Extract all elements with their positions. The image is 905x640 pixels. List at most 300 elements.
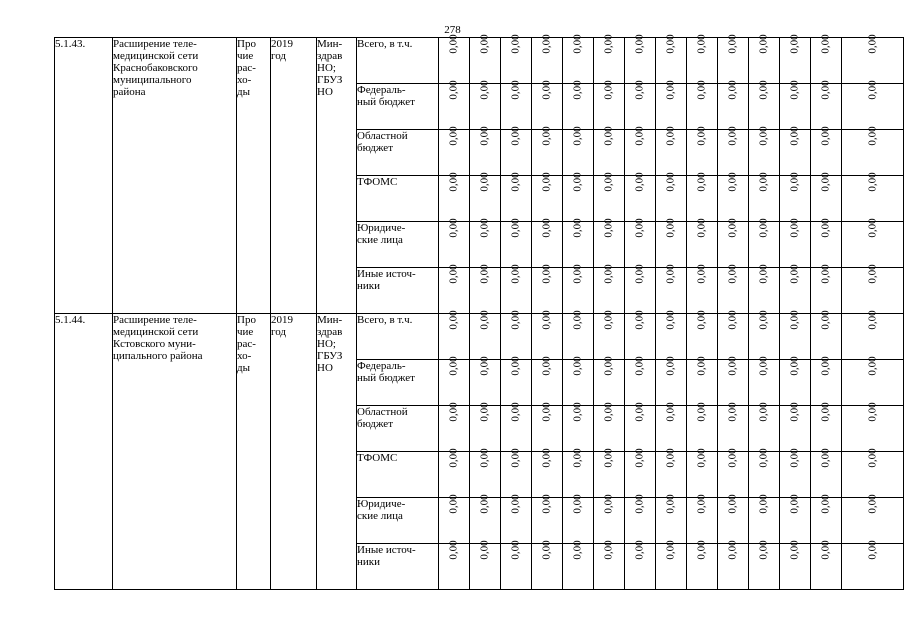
value-cell: [749, 34, 780, 84]
measure-name-cell: Расширение теле- медицинской сети Кстовского муни- ципального района: [113, 314, 237, 590]
value-text: 0,00: [789, 218, 801, 238]
value-text: 0,00: [665, 264, 677, 284]
value-text: 0,00: [541, 264, 553, 284]
value-cell: [718, 448, 749, 498]
value-cell: [656, 264, 687, 314]
value-text: 0,00: [479, 310, 491, 330]
value-cell: [439, 264, 470, 314]
value-text: 0,00: [448, 494, 460, 514]
value-cell: [842, 494, 904, 544]
value-cell: [718, 540, 749, 590]
value-text: 0,00: [758, 218, 770, 238]
measure-name-cell: Расширение теле- медицинской сети Краснобаковского муниципального района: [113, 38, 237, 314]
value-cell: [594, 34, 625, 84]
value-cell: [594, 264, 625, 314]
value-cell: [532, 218, 563, 268]
value-text: 0,00: [541, 402, 553, 422]
value-text: 0,00: [448, 448, 460, 468]
value-cell: [687, 126, 718, 176]
value-cell: [501, 264, 532, 314]
value-text: 0,00: [479, 356, 491, 376]
value-text: 0,00: [572, 356, 584, 376]
value-text: 0,00: [665, 448, 677, 468]
value-text: 0,00: [789, 356, 801, 376]
value-text: 0,00: [572, 448, 584, 468]
value-cell: [439, 402, 470, 452]
value-cell: [656, 356, 687, 406]
value-text: 0,00: [603, 356, 615, 376]
value-text: 0,00: [479, 172, 491, 192]
value-text: 0,00: [572, 264, 584, 284]
value-cell: [656, 218, 687, 268]
value-cell: [811, 264, 842, 314]
value-text: 0,00: [866, 540, 879, 560]
value-text: 0,00: [696, 448, 708, 468]
value-cell: [532, 80, 563, 130]
value-cell: [470, 34, 501, 84]
value-cell: [718, 172, 749, 222]
value-text: 0,00: [665, 172, 677, 192]
value-cell: [749, 540, 780, 590]
value-cell: [439, 356, 470, 406]
value-cell: [594, 310, 625, 360]
value-text: 0,00: [479, 264, 491, 284]
value-text: 0,00: [572, 218, 584, 238]
value-text: 0,00: [603, 34, 615, 54]
value-text: 0,00: [572, 80, 584, 100]
value-cell: [439, 218, 470, 268]
value-cell: [718, 356, 749, 406]
value-text: 0,00: [789, 126, 801, 146]
cost-type-cell: Про чие рас- хо- ды: [237, 38, 271, 314]
value-text: 0,00: [789, 264, 801, 284]
value-text: 0,00: [479, 402, 491, 422]
value-text: 0,00: [572, 540, 584, 560]
value-cell: [532, 356, 563, 406]
value-cell: [501, 80, 532, 130]
value-cell: [625, 264, 656, 314]
year-cell: 2019 год: [271, 38, 317, 314]
value-cell: [594, 126, 625, 176]
value-text: 0,00: [758, 540, 770, 560]
value-text: 0,00: [696, 356, 708, 376]
funding-source-cell: Областной бюджет: [357, 406, 439, 452]
value-text: 0,00: [758, 356, 770, 376]
value-text: 0,00: [665, 310, 677, 330]
value-cell: [594, 448, 625, 498]
value-text: 0,00: [634, 264, 646, 284]
value-cell: [470, 356, 501, 406]
value-text: 0,00: [634, 34, 646, 54]
table-row: [55, 314, 904, 360]
value-cell: [811, 126, 842, 176]
value-text: 0,00: [603, 448, 615, 468]
value-text: 0,00: [866, 264, 879, 284]
funding-source-cell: Федераль- ный бюджет: [357, 360, 439, 406]
funding-source-cell: Юридиче- ские лица: [357, 222, 439, 268]
value-text: 0,00: [479, 80, 491, 100]
value-text: 0,00: [634, 218, 646, 238]
value-cell: [532, 540, 563, 590]
value-cell: [501, 448, 532, 498]
value-cell: [687, 218, 718, 268]
value-text: 0,00: [572, 126, 584, 146]
value-cell: [687, 540, 718, 590]
value-cell: [842, 218, 904, 268]
value-text: 0,00: [510, 540, 522, 560]
value-cell: [718, 310, 749, 360]
value-cell: [780, 310, 811, 360]
value-cell: [780, 402, 811, 452]
value-text: 0,00: [789, 34, 801, 54]
value-cell: [718, 218, 749, 268]
value-cell: [563, 172, 594, 222]
value-text: 0,00: [866, 494, 879, 514]
value-cell: [718, 80, 749, 130]
value-text: 0,00: [603, 402, 615, 422]
value-cell: [501, 540, 532, 590]
value-text: 0,00: [510, 356, 522, 376]
value-text: 0,00: [665, 34, 677, 54]
executor-cell: Мин- здрав НО; ГБУЗ НО: [317, 314, 357, 590]
value-text: 0,00: [727, 494, 739, 514]
value-cell: [842, 448, 904, 498]
funding-source-cell: ТФОМС: [357, 452, 439, 498]
value-cell: [811, 80, 842, 130]
value-cell: [780, 80, 811, 130]
value-text: 0,00: [820, 126, 832, 146]
value-text: 0,00: [696, 218, 708, 238]
value-text: 0,00: [727, 80, 739, 100]
value-cell: [656, 494, 687, 544]
value-cell: [842, 172, 904, 222]
value-cell: [501, 310, 532, 360]
value-text: 0,00: [758, 448, 770, 468]
funding-source-cell: ТФОМС: [357, 176, 439, 222]
value-cell: [563, 356, 594, 406]
funding-source-cell: Иные источ- ники: [357, 268, 439, 314]
value-text: 0,00: [727, 540, 739, 560]
value-cell: [470, 402, 501, 452]
value-text: 0,00: [634, 310, 646, 330]
value-cell: [625, 34, 656, 84]
value-text: 0,00: [572, 402, 584, 422]
value-text: 0,00: [510, 34, 522, 54]
value-text: 0,00: [510, 310, 522, 330]
value-cell: [439, 172, 470, 222]
value-cell: [811, 310, 842, 360]
value-text: 0,00: [479, 494, 491, 514]
value-text: 0,00: [727, 218, 739, 238]
value-text: 0,00: [696, 172, 708, 192]
value-cell: [625, 448, 656, 498]
value-cell: [656, 540, 687, 590]
value-text: 0,00: [665, 218, 677, 238]
value-text: 0,00: [541, 172, 553, 192]
value-cell: [718, 34, 749, 84]
value-text: 0,00: [572, 172, 584, 192]
value-cell: [687, 448, 718, 498]
value-cell: [842, 310, 904, 360]
value-text: 0,00: [510, 126, 522, 146]
value-cell: [439, 126, 470, 176]
funding-source-cell: Областной бюджет: [357, 130, 439, 176]
value-text: 0,00: [696, 34, 708, 54]
value-cell: [439, 34, 470, 84]
value-text: 0,00: [448, 540, 460, 560]
value-text: 0,00: [572, 34, 584, 54]
value-text: 0,00: [820, 172, 832, 192]
value-cell: [811, 218, 842, 268]
value-cell: [532, 402, 563, 452]
value-cell: [625, 172, 656, 222]
value-cell: [532, 264, 563, 314]
value-text: 0,00: [510, 80, 522, 100]
value-cell: [563, 126, 594, 176]
value-cell: [439, 80, 470, 130]
value-text: 0,00: [696, 310, 708, 330]
value-cell: [780, 264, 811, 314]
value-text: 0,00: [448, 34, 460, 54]
value-cell: [718, 494, 749, 544]
value-cell: [842, 126, 904, 176]
value-cell: [811, 494, 842, 544]
value-text: 0,00: [479, 448, 491, 468]
value-cell: [749, 218, 780, 268]
value-text: 0,00: [603, 80, 615, 100]
value-cell: [594, 540, 625, 590]
value-cell: [594, 402, 625, 452]
value-text: 0,00: [541, 540, 553, 560]
value-cell: [594, 172, 625, 222]
value-text: 0,00: [541, 34, 553, 54]
page-number: 278: [444, 24, 461, 36]
value-cell: [749, 264, 780, 314]
value-cell: [749, 172, 780, 222]
value-text: 0,00: [479, 540, 491, 560]
value-cell: [594, 80, 625, 130]
value-text: 0,00: [789, 540, 801, 560]
value-text: 0,00: [634, 80, 646, 100]
value-cell: [749, 126, 780, 176]
value-text: 0,00: [727, 126, 739, 146]
value-cell: [842, 264, 904, 314]
value-cell: [625, 80, 656, 130]
value-text: 0,00: [820, 402, 832, 422]
budget-table-body: [55, 34, 904, 590]
value-text: 0,00: [665, 494, 677, 514]
value-text: 0,00: [510, 264, 522, 284]
value-text: 0,00: [866, 356, 879, 376]
value-text: 0,00: [727, 34, 739, 54]
value-text: 0,00: [789, 80, 801, 100]
value-cell: [687, 172, 718, 222]
value-text: 0,00: [448, 356, 460, 376]
value-cell: [563, 494, 594, 544]
value-text: 0,00: [510, 448, 522, 468]
value-cell: [656, 80, 687, 130]
value-text: 0,00: [758, 126, 770, 146]
value-text: 0,00: [727, 172, 739, 192]
value-text: 0,00: [634, 494, 646, 514]
value-text: 0,00: [820, 356, 832, 376]
table-row: [55, 38, 904, 84]
value-cell: [749, 494, 780, 544]
value-text: 0,00: [634, 402, 646, 422]
value-text: 0,00: [866, 218, 879, 238]
value-cell: [625, 402, 656, 452]
value-text: 0,00: [789, 172, 801, 192]
value-cell: [687, 264, 718, 314]
value-cell: [842, 402, 904, 452]
value-text: 0,00: [866, 310, 879, 330]
value-cell: [811, 540, 842, 590]
value-text: 0,00: [696, 80, 708, 100]
value-text: 0,00: [603, 540, 615, 560]
value-cell: [749, 448, 780, 498]
value-text: 0,00: [479, 126, 491, 146]
value-cell: [749, 402, 780, 452]
value-cell: [811, 448, 842, 498]
value-cell: [563, 448, 594, 498]
value-text: 0,00: [634, 448, 646, 468]
funding-source-cell: Юридиче- ские лица: [357, 498, 439, 544]
measure-code-cell: 5.1.43.: [55, 38, 113, 314]
budget-table: [54, 34, 904, 590]
value-cell: [656, 402, 687, 452]
value-cell: [656, 34, 687, 84]
value-cell: [470, 172, 501, 222]
value-text: 0,00: [866, 34, 879, 54]
funding-source-cell: Иные источ- ники: [357, 544, 439, 590]
value-cell: [780, 126, 811, 176]
value-text: 0,00: [820, 310, 832, 330]
value-cell: [718, 126, 749, 176]
value-text: 0,00: [820, 80, 832, 100]
value-cell: [749, 80, 780, 130]
value-text: 0,00: [665, 80, 677, 100]
value-text: 0,00: [541, 126, 553, 146]
value-text: 0,00: [866, 448, 879, 468]
value-cell: [718, 264, 749, 314]
value-cell: [594, 356, 625, 406]
value-cell: [656, 448, 687, 498]
value-text: 0,00: [696, 494, 708, 514]
value-text: 0,00: [665, 402, 677, 422]
value-cell: [811, 34, 842, 84]
value-cell: [532, 448, 563, 498]
value-text: 0,00: [634, 356, 646, 376]
value-text: 0,00: [541, 218, 553, 238]
value-text: 0,00: [479, 34, 491, 54]
value-cell: [439, 310, 470, 360]
value-text: 0,00: [727, 310, 739, 330]
measure-code-cell: 5.1.44.: [55, 314, 113, 590]
value-text: 0,00: [820, 494, 832, 514]
value-cell: [687, 310, 718, 360]
value-text: 0,00: [572, 310, 584, 330]
value-cell: [780, 356, 811, 406]
value-cell: [501, 34, 532, 84]
value-cell: [780, 172, 811, 222]
value-text: 0,00: [820, 448, 832, 468]
value-cell: [749, 356, 780, 406]
value-text: 0,00: [665, 540, 677, 560]
funding-source-cell: Всего, в т.ч.: [357, 314, 439, 360]
value-text: 0,00: [820, 218, 832, 238]
value-cell: [501, 356, 532, 406]
value-cell: [439, 540, 470, 590]
value-text: 0,00: [448, 172, 460, 192]
value-cell: [780, 34, 811, 84]
value-text: 0,00: [696, 540, 708, 560]
value-cell: [532, 494, 563, 544]
value-text: 0,00: [696, 402, 708, 422]
value-text: 0,00: [758, 402, 770, 422]
value-text: 0,00: [541, 310, 553, 330]
value-text: 0,00: [866, 80, 879, 100]
value-text: 0,00: [541, 80, 553, 100]
value-text: 0,00: [572, 494, 584, 514]
executor-cell: Мин- здрав НО; ГБУЗ НО: [317, 38, 357, 314]
value-text: 0,00: [727, 264, 739, 284]
value-cell: [625, 126, 656, 176]
value-text: 0,00: [727, 356, 739, 376]
value-cell: [532, 310, 563, 360]
value-cell: [501, 218, 532, 268]
value-text: 0,00: [448, 218, 460, 238]
value-cell: [625, 494, 656, 544]
cost-type-cell: Про чие рас- хо- ды: [237, 314, 271, 590]
value-cell: [439, 494, 470, 544]
value-cell: [625, 540, 656, 590]
value-text: 0,00: [603, 126, 615, 146]
value-text: 0,00: [665, 126, 677, 146]
value-cell: [470, 264, 501, 314]
value-text: 0,00: [448, 310, 460, 330]
value-text: 0,00: [789, 494, 801, 514]
value-cell: [687, 402, 718, 452]
value-cell: [842, 34, 904, 84]
value-cell: [470, 310, 501, 360]
value-text: 0,00: [758, 264, 770, 284]
value-cell: [625, 218, 656, 268]
value-cell: [501, 126, 532, 176]
value-cell: [656, 172, 687, 222]
value-text: 0,00: [820, 34, 832, 54]
value-text: 0,00: [758, 34, 770, 54]
value-text: 0,00: [758, 310, 770, 330]
value-text: 0,00: [866, 402, 879, 422]
value-text: 0,00: [758, 80, 770, 100]
value-text: 0,00: [820, 264, 832, 284]
value-text: 0,00: [603, 172, 615, 192]
value-text: 0,00: [727, 402, 739, 422]
value-text: 0,00: [866, 172, 879, 192]
value-text: 0,00: [448, 402, 460, 422]
value-cell: [625, 356, 656, 406]
value-cell: [625, 310, 656, 360]
value-text: 0,00: [448, 126, 460, 146]
value-cell: [780, 218, 811, 268]
value-cell: [470, 540, 501, 590]
value-cell: [811, 356, 842, 406]
year-cell: 2019 год: [271, 314, 317, 590]
value-cell: [563, 34, 594, 84]
value-text: 0,00: [541, 494, 553, 514]
value-cell: [532, 126, 563, 176]
value-text: 0,00: [541, 448, 553, 468]
